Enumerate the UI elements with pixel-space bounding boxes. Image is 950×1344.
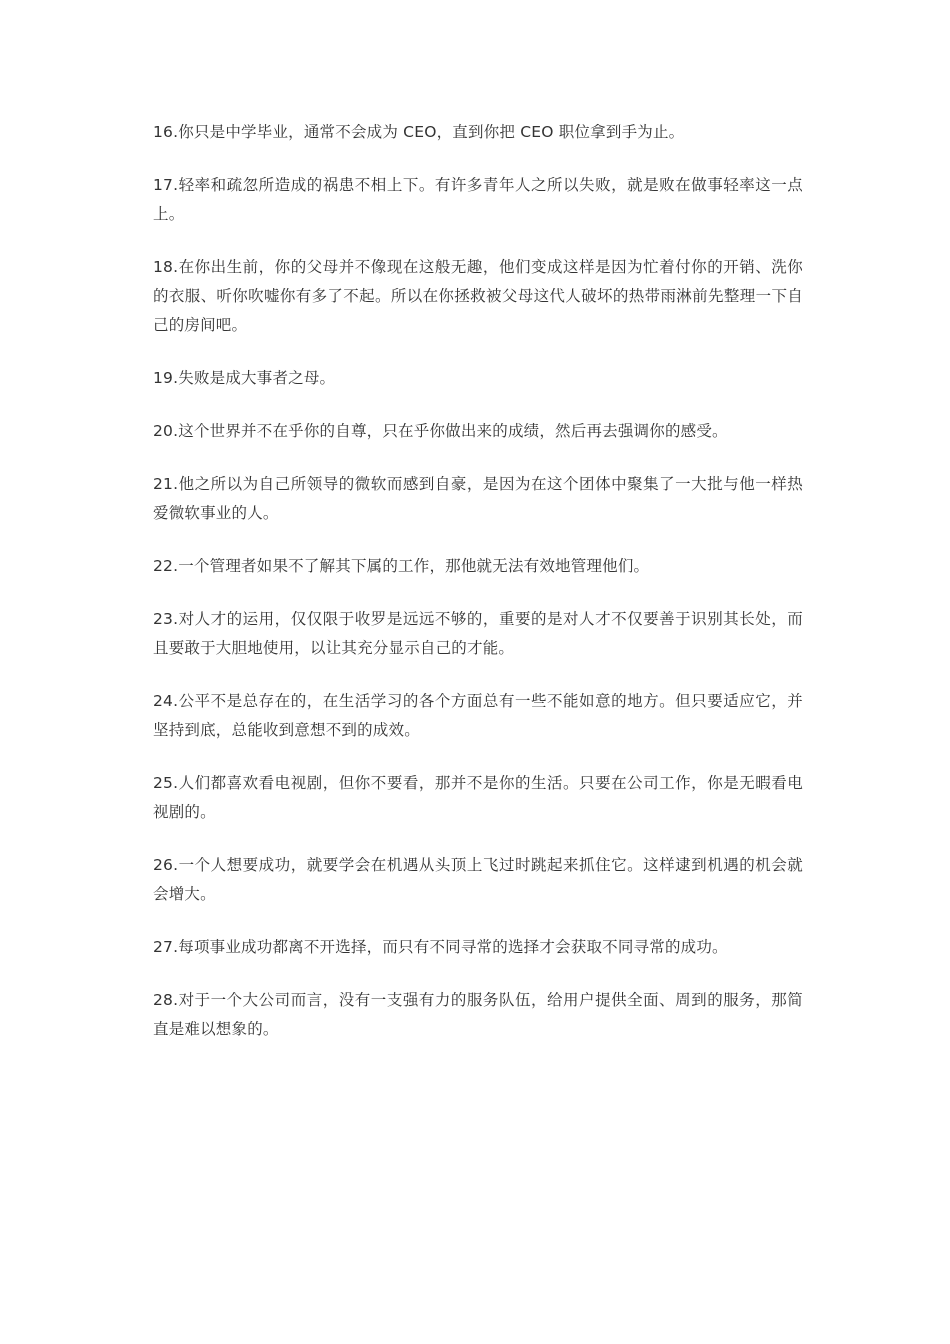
paragraph-17: 17.轻率和疏忽所造成的祸患不相上下。有许多青年人之所以失败，就是败在做事轻率这一点上。 — [153, 176, 803, 223]
document-body — [153, 118, 803, 1068]
paragraph-27: 27.每项事业成功都离不开选择，而只有不同寻常的选择才会获取不同寻常的成功。 — [153, 938, 728, 956]
paragraph-20: 20.这个世界并不在乎你的自尊，只在乎你做出来的成绩，然后再去强调你的感受。 — [153, 422, 728, 440]
paragraph-18: 18.在你出生前，你的父母并不像现在这般无趣，他们变成这样是因为忙着付你的开销、洗你的衣服、听你吹嘘你有多了不起。所以在你拯救被父母这代人破坏的热带雨淋前先整理一下自己的房间吧。 — [153, 258, 803, 334]
paragraph-28: 28.对于一个大公司而言，没有一支强有力的服务队伍，给用户提供全面、周到的服务，那简直是难以想象的。 — [153, 991, 803, 1038]
paragraph-26: 26.一个人想要成功，就要学会在机遇从头顶上飞过时跳起来抓住它。这样逮到机遇的机会就会增大。 — [153, 856, 803, 903]
paragraph-25: 25.人们都喜欢看电视剧，但你不要看，那并不是你的生活。只要在公司工作，你是无暇看电视剧的。 — [153, 774, 803, 821]
paragraph-23: 23.对人才的运用，仅仅限于收罗是远远不够的，重要的是对人才不仅要善于识别其长处，而且要敢于大胆地使用，以让其充分显示自己的才能。 — [153, 610, 803, 657]
paragraph-16: 16.你只是中学毕业，通常不会成为 CEO，直到你把 CEO 职位拿到手为止。 — [153, 123, 685, 141]
paragraph-24: 24.公平不是总存在的，在生活学习的各个方面总有一些不能如意的地方。但只要适应它，并坚持到底，总能收到意想不到的成效。 — [153, 692, 803, 739]
paragraph-19: 19.失败是成大事者之母。 — [153, 369, 336, 387]
paragraph-22: 22.一个管理者如果不了解其下属的工作，那他就无法有效地管理他们。 — [153, 557, 650, 575]
paragraph-21: 21.他之所以为自己所领导的微软而感到自豪，是因为在这个团体中聚集了一大批与他一样热爱微软事业的人。 — [153, 475, 803, 522]
